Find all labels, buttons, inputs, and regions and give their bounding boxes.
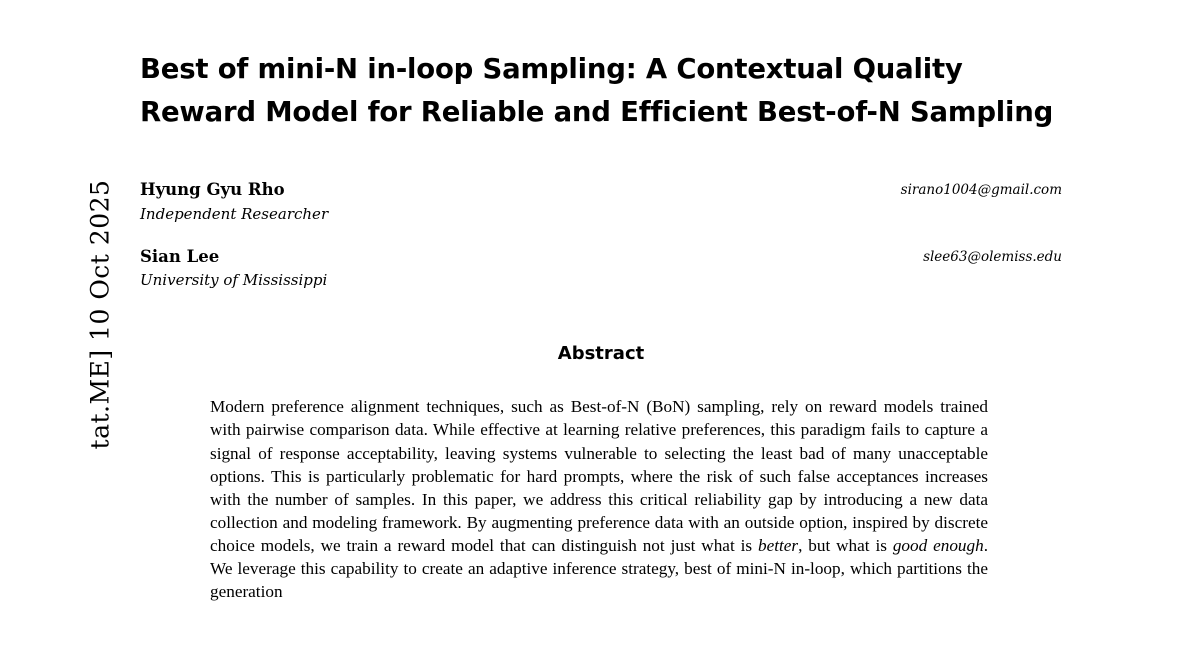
abstract-body xyxy=(210,395,988,603)
abstract-emphasis-good-enough: good enough xyxy=(892,536,984,556)
abstract-text-part2: , but what is xyxy=(798,536,893,556)
arxiv-stamp xyxy=(0,0,115,648)
abstract-emphasis-better: better xyxy=(757,536,799,556)
author-email[interactable]: sirano1004@gmail.com xyxy=(900,182,1062,199)
author-affiliation: Independent Researcher xyxy=(140,204,329,223)
author-entry xyxy=(140,179,1062,224)
author-list xyxy=(140,179,1062,290)
abstract-text-part1: Modern preference alignment techniques, such as Best-of-N (BoN) sampling, rely on reward models trained with pairwise comparison data. While effective at learning relative preferences, this paradigm fails to capture a signal of response acceptability, leaving systems vulnerable to selecting the least bad of many unacceptable options. This is particularly problematic for hard prompts, where the risk of such false acceptances increases with the number of samples. In this paper, we address this critical reliability gap by introducing a new data collection and modeling framework. By augmenting preference data with an outside option, inspired by discrete choice models, we train a reward model that can distinguish not just what is xyxy=(210,397,988,556)
abstract-text-part3: . We leverage this capability to create an adaptive inference strategy, best of mini-N in-loop, which partitions the generation xyxy=(210,536,988,602)
arxiv-stamp-text: tat.ME] 10 Oct 2025 xyxy=(85,179,115,450)
abstract-heading: Abstract xyxy=(557,343,645,365)
author-name: Sian Lee xyxy=(140,246,220,266)
author-name: Hyung Gyu Rho xyxy=(140,180,285,200)
paper-content xyxy=(140,0,1062,603)
page-title: Best of mini-N in-loop Sampling: A Contextual Quality Reward Model for Reliable and Efficient Best-of-N Sampling xyxy=(140,53,1054,128)
author-email[interactable]: slee63@olemiss.edu xyxy=(923,248,1062,265)
author-entry xyxy=(140,246,1062,291)
author-affiliation: University of Mississippi xyxy=(140,271,328,290)
